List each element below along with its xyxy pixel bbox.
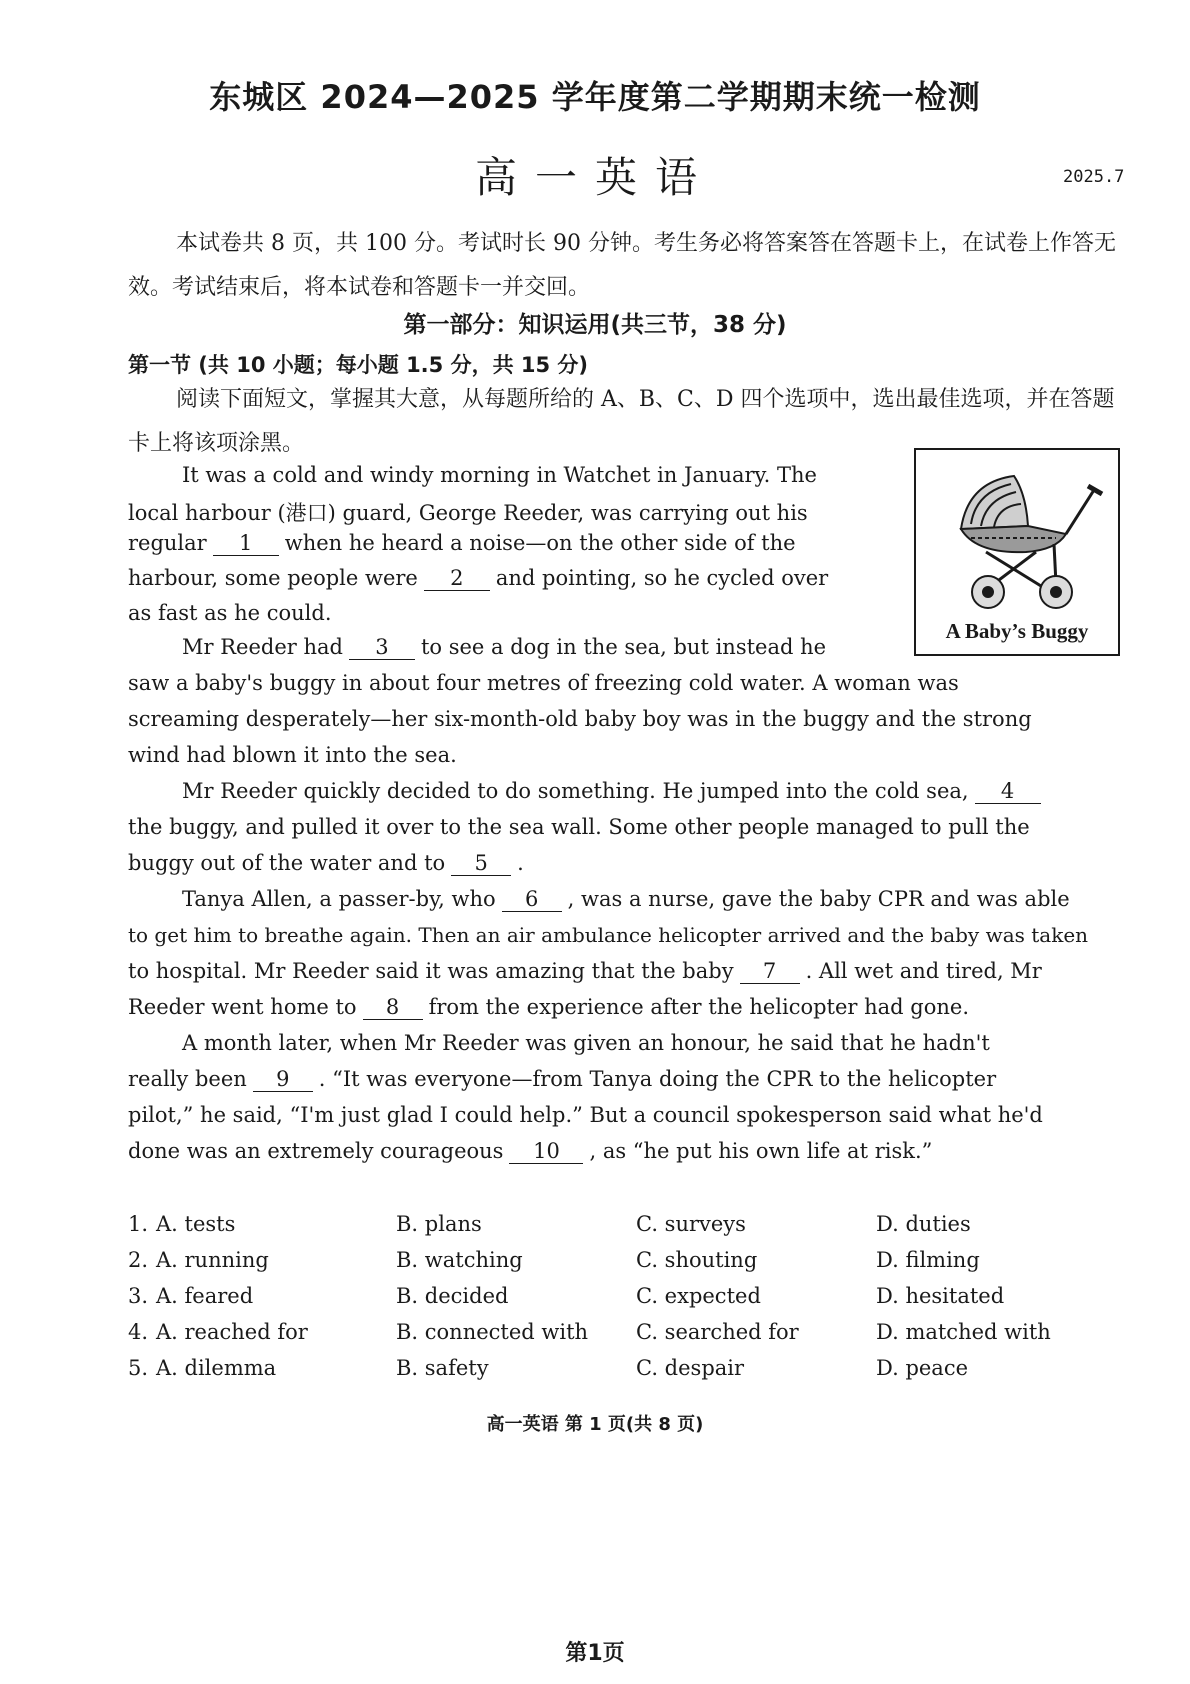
passage-line xyxy=(128,1067,996,1092)
exam-date: 2025.7 xyxy=(1063,167,1125,187)
option-c: C. surveys xyxy=(636,1212,746,1236)
passage-text: to hospital. Mr Reeder said it was amazing that the baby xyxy=(128,959,734,983)
blank-6: 6 xyxy=(502,887,562,912)
section-title: 第一节 (共 10 小题；每小题 1.5 分，共 15 分) xyxy=(128,353,589,377)
passage-text: when he heard a noise—on the other side of the xyxy=(284,531,796,555)
option-b: B. connected with xyxy=(396,1320,589,1344)
option-d: D. peace xyxy=(876,1356,969,1380)
option-b: B. safety xyxy=(396,1356,489,1380)
passage-text: regular xyxy=(128,531,207,555)
blank-2: 2 xyxy=(424,566,490,591)
passage-line: wind had blown it into the sea. xyxy=(128,743,457,767)
exam-instructions: 本试卷共 8 页，共 100 分。考试时长 90 分钟。考生务必将答案答在答题卡上，在试卷上作答无效。考试结束后，将本试卷和答题卡一并交回。 xyxy=(128,231,1116,300)
passage-text: Mr Reeder quickly decided to do something. He jumped into the cold sea, xyxy=(182,779,969,803)
option-a: A. dilemma xyxy=(156,1356,277,1380)
passage-text: Reeder went home to xyxy=(128,995,357,1019)
blank-5: 5 xyxy=(451,851,511,876)
blank-3: 3 xyxy=(349,635,415,660)
option-b: B. plans xyxy=(396,1212,482,1236)
part-title: 第一部分：知识运用(共三节，38 分) xyxy=(403,312,787,338)
option-d: D. hesitated xyxy=(876,1284,1005,1308)
blank-8: 8 xyxy=(363,995,423,1020)
passage-text: , as “he put his own life at risk.” xyxy=(589,1139,933,1163)
option-a: A. running xyxy=(156,1248,269,1272)
passage-line: It was a cold and windy morning in Watchet in January. The xyxy=(182,463,817,487)
option-c: C. despair xyxy=(636,1356,745,1380)
passage-text: to see a dog in the sea, but instead he xyxy=(420,635,827,659)
passage-text: and pointing, so he cycled over xyxy=(495,566,829,590)
option-d: D. matched with xyxy=(876,1320,1051,1344)
subject-title: 高一英语 xyxy=(474,153,715,202)
passage-line xyxy=(128,531,796,556)
passage-line xyxy=(128,959,1042,984)
passage-text: really been xyxy=(128,1067,247,1091)
passage-text: harbour, some people were xyxy=(128,566,418,590)
figure-caption: A Baby’s Buggy xyxy=(945,619,1089,643)
passage-line: pilot,” he said, “I'm just glad I could help.” But a council spokesperson said what he'd xyxy=(128,1103,1043,1127)
option-d: D. filming xyxy=(876,1248,980,1272)
passage-line: as fast as he could. xyxy=(128,601,332,625)
blank-7: 7 xyxy=(740,959,800,984)
passage-line xyxy=(128,995,969,1020)
passage-line xyxy=(182,779,1047,804)
passage-text: done was an extremely courageous xyxy=(128,1139,504,1163)
passage-line xyxy=(128,566,828,591)
option-b: B. watching xyxy=(396,1248,523,1272)
blank-9: 9 xyxy=(253,1067,313,1092)
passage-line xyxy=(128,1139,932,1164)
passage-text: Mr Reeder had xyxy=(182,635,343,659)
passage-text: , was a nurse, gave the baby CPR and was able xyxy=(567,887,1070,911)
passage-line: local harbour (港口) guard, George Reeder, was carrying out his xyxy=(128,501,808,525)
option-c: C. searched for xyxy=(636,1320,799,1344)
passage-line xyxy=(128,851,524,876)
option-a: A. tests xyxy=(156,1212,236,1236)
exam-title: 东城区 2024—2025 学年度第二学期期末统一检测 xyxy=(209,78,981,116)
passage-line: to get him to breathe again. Then an air ambulance helicopter arrived and the baby was taken xyxy=(128,923,1089,947)
option-c: C. shouting xyxy=(636,1248,758,1272)
blank-10: 10 xyxy=(509,1139,583,1164)
option-c: C. expected xyxy=(636,1284,761,1308)
blank-1: 1 xyxy=(213,531,279,556)
passage-line: screaming desperately—her six-month-old baby boy was in the buggy and the strong xyxy=(128,707,1032,731)
blank-4: 4 xyxy=(975,779,1041,804)
passage-text: . “It was everyone—from Tanya doing the CPR to the helicopter xyxy=(318,1067,997,1091)
option-b: B. decided xyxy=(396,1284,509,1308)
passage-line: A month later, when Mr Reeder was given an honour, he said that he hadn't xyxy=(182,1031,990,1055)
option-a: A. feared xyxy=(156,1284,254,1308)
option-d: D. duties xyxy=(876,1212,971,1236)
option-a: A. reached for xyxy=(156,1320,308,1344)
page-footer: 高一英语 第 1 页(共 8 页) xyxy=(486,1414,704,1435)
passage-text: . xyxy=(517,851,524,875)
passage-text: . All wet and tired, Mr xyxy=(805,959,1042,983)
buggy-figure xyxy=(914,448,1120,656)
passage-line xyxy=(182,887,1070,912)
page-number: 第1页 xyxy=(565,1641,625,1666)
passage-line: saw a baby's buggy in about four metres of freezing cold water. A woman was xyxy=(128,671,959,695)
passage-line xyxy=(182,635,826,660)
option-num: 3. xyxy=(128,1284,149,1308)
passage-text: from the experience after the helicopter had gone. xyxy=(428,995,970,1019)
section-directions: 阅读下面短文，掌握其大意，从每题所给的 A、B、C、D 四个选项中，选出最佳选项，并在答题卡上将该项涂黑。 xyxy=(128,387,1115,456)
option-num: 2. xyxy=(128,1248,149,1272)
passage-text: buggy out of the water and to xyxy=(128,851,446,875)
baby-buggy-icon xyxy=(916,454,1118,614)
option-num: 1. xyxy=(128,1212,149,1236)
option-num: 4. xyxy=(128,1320,149,1344)
passage-line: the buggy, and pulled it over to the sea wall. Some other people managed to pull the xyxy=(128,815,1030,839)
option-num: 5. xyxy=(128,1356,149,1380)
passage-text: Tanya Allen, a passer-by, who xyxy=(182,887,496,911)
